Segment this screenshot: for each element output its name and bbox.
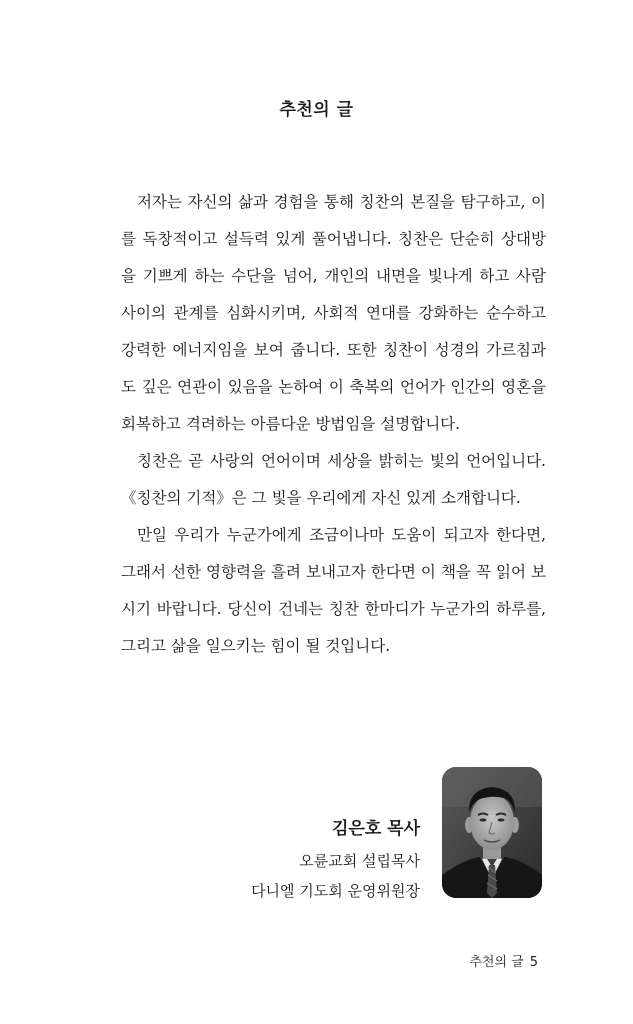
portrait-image: [442, 767, 542, 898]
paragraph-1: 저자는 자신의 삶과 경험을 통해 칭찬의 본질을 탐구하고, 이를 독창적이고 설득력 있게 풀어냅니다. 칭찬은 단순히 상대방을 기쁘게 하는 수단을 넘어, 개인의 내면을 빛나게 하고 사람 사이의 관계를 심화시키며, 사회적 연대를 강화하는 순수하고 강력한 에너지임을 보여 줍니다. 또한 칭찬이 성경의 가르침과도 깊은 연관이 있음을 논하여 이 축복의 언어가 인간의 영혼을 회복하고 격려하는 아름다운 방법임을 설명합니다.: [121, 193, 546, 433]
author-name: 김은호 목사: [331, 819, 420, 839]
paragraph-3: 만일 우리가 누군가에게 조금이나마 도움이 되고자 한다면, 그래서 선한 영향력을 흘려 보내고자 한다면 이 책을 꼭 읽어 보시기 바랍니다. 당신이 건네는 칭찬 한마디가 누군가의 하루를, 그리고 삶을 일으키는 힘이 될 것입니다.: [121, 526, 546, 655]
page-title: 추천의 글: [279, 100, 354, 120]
recommendation-text: [121, 184, 546, 665]
author-portrait: [442, 767, 542, 898]
signature-block: [251, 812, 420, 906]
footer-section-title: 추천의 글: [469, 955, 524, 970]
paragraph-2: 칭찬은 곧 사랑의 언어이며 세상을 밝히는 빛의 언어입니다. 《칭찬의 기적》은 그 빛을 우리에게 자신 있게 소개합니다.: [121, 452, 546, 507]
author-role-1: 오륜교회 설립목사: [299, 852, 420, 870]
page-number: 5: [529, 955, 538, 970]
author-role-2: 다니엘 기도회 운영위원장: [251, 882, 420, 900]
page-footer: [469, 951, 538, 970]
